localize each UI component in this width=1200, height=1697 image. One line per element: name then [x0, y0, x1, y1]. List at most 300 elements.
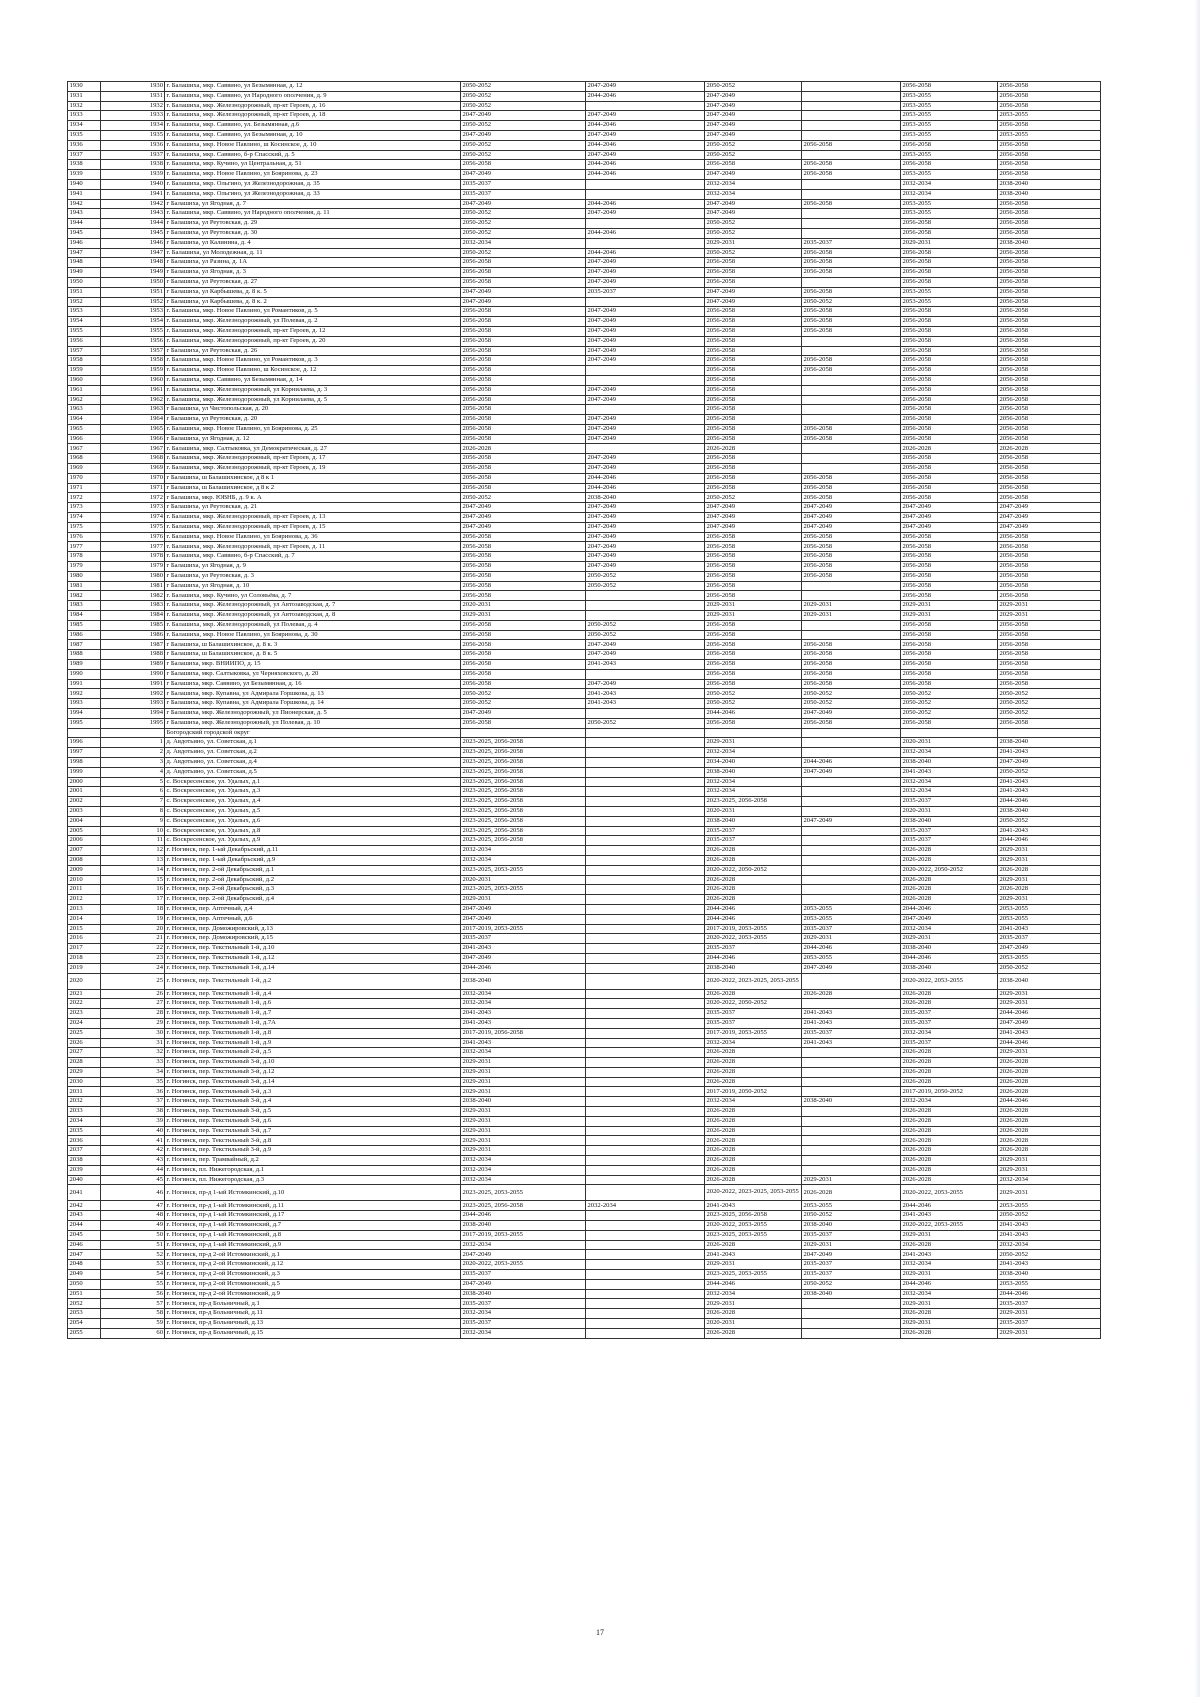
period-2-cell — [586, 914, 705, 924]
period-2-cell — [586, 601, 705, 611]
period-4-cell: 2050-2052 — [802, 1211, 901, 1221]
row-number-cell: 2039 — [68, 1165, 101, 1175]
period-4-cell: 2056-2058 — [802, 248, 901, 258]
address-cell: г. Балашиха, мкр. Железнодорожный, пр-кт Героев, д. 15 — [165, 522, 461, 532]
period-1-cell: 2056-2058 — [461, 317, 586, 327]
period-1-cell: 2041-2043 — [461, 1018, 586, 1028]
period-5-cell: 2056-2058 — [901, 405, 998, 415]
period-6-cell: 2047-2049 — [998, 1018, 1101, 1028]
period-2-cell — [586, 366, 705, 376]
local-number-cell: 1941 — [101, 189, 165, 199]
period-2-cell — [586, 1067, 705, 1077]
local-number-cell: 1977 — [101, 542, 165, 552]
period-5-cell: 2026-2028 — [901, 1240, 998, 1250]
period-3-cell: 2035-2037 — [705, 944, 802, 954]
period-5-cell: 2038-2040 — [901, 816, 998, 826]
period-6-cell: 2029-2031 — [998, 1185, 1101, 1201]
period-4-cell — [802, 1309, 901, 1319]
period-3-cell: 2017-2019, 2053-2055 — [705, 924, 802, 934]
period-5-cell: 2020-2022, 2050-2052 — [901, 865, 998, 875]
address-cell: г Балашиха, ул Ягодная, д. 9 — [165, 562, 461, 572]
period-4-cell — [802, 130, 901, 140]
row-number-cell: 1957 — [68, 346, 101, 356]
row-number-cell: 1960 — [68, 375, 101, 385]
local-number-cell: 1961 — [101, 385, 165, 395]
address-cell: г Балашиха, ул Реутовская, д. 20 — [165, 415, 461, 425]
period-5-cell: 2044-2046 — [901, 904, 998, 914]
period-1-cell: 2056-2058 — [461, 405, 586, 415]
period-1-cell: 2050-2052 — [461, 689, 586, 699]
period-2-cell — [586, 797, 705, 807]
table-row — [68, 1018, 1101, 1028]
period-1-cell: 2029-2031 — [461, 1067, 586, 1077]
period-5-cell: 2026-2028 — [901, 885, 998, 895]
table-row — [68, 885, 1101, 895]
address-cell: г Балашиха, ш Балашихинское, д. 8 к. 5 — [165, 650, 461, 660]
period-1-cell: 2047-2049 — [461, 130, 586, 140]
local-number-cell: 53 — [101, 1260, 165, 1270]
period-1-cell: 2035-2037 — [461, 1319, 586, 1329]
period-4-cell — [802, 738, 901, 748]
table-row — [68, 1185, 1101, 1201]
table-row — [68, 1201, 1101, 1211]
period-6-cell: 2056-2058 — [998, 101, 1101, 111]
table-row — [68, 522, 1101, 532]
period-6-cell: 2032-2034 — [998, 1175, 1101, 1185]
period-4-cell — [802, 1319, 901, 1329]
address-cell: г. Балашиха, мкр. Железнодорожный, ул Полевая, д. 2 — [165, 317, 461, 327]
row-number-cell: 2049 — [68, 1270, 101, 1280]
row-number-cell: 2000 — [68, 777, 101, 787]
local-number-cell: 26 — [101, 989, 165, 999]
period-3-cell: 2026-2028 — [705, 895, 802, 905]
period-5-cell: 2032-2034 — [901, 787, 998, 797]
period-2-cell — [586, 189, 705, 199]
table-row — [68, 718, 1101, 728]
period-6-cell: 2056-2058 — [998, 542, 1101, 552]
period-5-cell: 2056-2058 — [901, 140, 998, 150]
period-1-cell: 2056-2058 — [461, 326, 586, 336]
period-1-cell: 2023-2025, 2056-2058 — [461, 816, 586, 826]
table-row — [68, 248, 1101, 258]
address-cell: г. Балашиха, мкр. Железнодорожный, ул Корнилаева, д. 5 — [165, 395, 461, 405]
address-cell: г. Ногинск, пер. Текстильный 1-й, д.7А — [165, 1018, 461, 1028]
period-4-cell — [802, 1328, 901, 1338]
period-4-cell: 2050-2052 — [802, 689, 901, 699]
row-number-cell: 1994 — [68, 709, 101, 719]
address-cell: г. Ногинск, пр-д 1-ый Истомкинский, д.9 — [165, 1240, 461, 1250]
row-number-cell: 2015 — [68, 924, 101, 934]
table-row — [68, 209, 1101, 219]
period-5-cell: 2020-2022, 2053-2055 — [901, 973, 998, 989]
period-6-cell: 2056-2058 — [998, 336, 1101, 346]
row-number-cell: 1938 — [68, 160, 101, 170]
period-1-cell: 2029-2031 — [461, 611, 586, 621]
period-1-cell: 2056-2058 — [461, 630, 586, 640]
row-number-cell: 2027 — [68, 1048, 101, 1058]
row-number-cell: 1955 — [68, 326, 101, 336]
period-1-cell: 2056-2058 — [461, 640, 586, 650]
row-number-cell: 1988 — [68, 650, 101, 660]
period-1-cell: 2023-2025, 2053-2055 — [461, 1185, 586, 1201]
period-2-cell — [586, 865, 705, 875]
period-3-cell: 2056-2058 — [705, 571, 802, 581]
period-1-cell: 2023-2025, 2056-2058 — [461, 787, 586, 797]
local-number-cell: 52 — [101, 1250, 165, 1260]
address-cell: г. Балашиха, мкр. Железнодорожный, ул Автозаводская, д. 7 — [165, 601, 461, 611]
period-4-cell — [802, 228, 901, 238]
period-4-cell: 2041-2043 — [802, 1038, 901, 1048]
row-number-cell: 1952 — [68, 297, 101, 307]
period-2-cell: 2044-2046 — [586, 91, 705, 101]
row-number-cell: 1972 — [68, 493, 101, 503]
scan-edge-shadow — [1194, 0, 1200, 1697]
period-1-cell: 2032-2034 — [461, 1328, 586, 1338]
period-1-cell: 2056-2058 — [461, 532, 586, 542]
local-number-cell: 40 — [101, 1126, 165, 1136]
period-4-cell: 2056-2058 — [802, 562, 901, 572]
period-1-cell: 2017-2019, 2056-2058 — [461, 1028, 586, 1038]
local-number-cell: 1960 — [101, 375, 165, 385]
period-3-cell: 2020-2022, 2050-2052 — [705, 999, 802, 1009]
period-2-cell — [586, 1309, 705, 1319]
period-1-cell: 2056-2058 — [461, 307, 586, 317]
period-1-cell: 2026-2028 — [461, 444, 586, 454]
period-2-cell: 2047-2049 — [586, 503, 705, 513]
period-4-cell: 2050-2052 — [802, 1279, 901, 1289]
period-1-cell: 2050-2052 — [461, 248, 586, 258]
period-6-cell: 2038-2040 — [998, 189, 1101, 199]
address-cell: г. Балашиха, мкр. Кучино, ул Центральная, д. 51 — [165, 160, 461, 170]
address-cell: г. Ногинск, пер. 2-ой Декабрьский, д.2 — [165, 875, 461, 885]
period-1-cell: 2056-2058 — [461, 434, 586, 444]
period-6-cell: 2026-2028 — [998, 1077, 1101, 1087]
table-row — [68, 326, 1101, 336]
period-1-cell: 2047-2049 — [461, 522, 586, 532]
row-number-cell: 1934 — [68, 121, 101, 131]
local-number-cell: 12 — [101, 846, 165, 856]
period-5-cell: 2026-2028 — [901, 444, 998, 454]
period-4-cell: 2056-2058 — [802, 493, 901, 503]
table-row — [68, 82, 1101, 92]
local-number-cell: 27 — [101, 999, 165, 1009]
period-1-cell: 2050-2052 — [461, 91, 586, 101]
local-number-cell: 20 — [101, 924, 165, 934]
period-5-cell: 2047-2049 — [901, 522, 998, 532]
period-3-cell: 2026-2028 — [705, 1058, 802, 1068]
row-number-cell: 2053 — [68, 1309, 101, 1319]
row-number-cell: 2054 — [68, 1319, 101, 1329]
local-number-cell: 1930 — [101, 82, 165, 92]
local-number-cell: 11 — [101, 836, 165, 846]
row-number-cell: 2048 — [68, 1260, 101, 1270]
period-3-cell: 2056-2058 — [705, 160, 802, 170]
table-row — [68, 179, 1101, 189]
period-3-cell: 2047-2049 — [705, 209, 802, 219]
row-number-cell: 1962 — [68, 395, 101, 405]
period-3-cell: 2056-2058 — [705, 346, 802, 356]
address-cell: г Балашиха, ул Карбышева, д. 8 к. 2 — [165, 297, 461, 307]
local-number-cell: 23 — [101, 953, 165, 963]
local-number-cell: 4 — [101, 767, 165, 777]
table-row — [68, 336, 1101, 346]
period-1-cell: 2047-2049 — [461, 111, 586, 121]
address-cell: г. Балашиха, мкр. Саввино, ул Безымянная, д. 10 — [165, 130, 461, 140]
period-1-cell: 2029-2031 — [461, 1146, 586, 1156]
period-2-cell: 2044-2046 — [586, 160, 705, 170]
period-3-cell: 2056-2058 — [705, 483, 802, 493]
period-4-cell: 2056-2058 — [802, 326, 901, 336]
period-3-cell: 2020-2022, 2023-2025, 2053-2055 — [705, 973, 802, 989]
period-5-cell: 2026-2028 — [901, 1156, 998, 1166]
table-row — [68, 846, 1101, 856]
address-cell: г. Ногинск, пер. Текстильный 3-й, д.3 — [165, 1087, 461, 1097]
local-number-cell: 1984 — [101, 611, 165, 621]
period-6-cell: 2041-2043 — [998, 1230, 1101, 1240]
row-number-cell: 2033 — [68, 1107, 101, 1117]
table-row — [68, 787, 1101, 797]
period-1-cell: 2056-2058 — [461, 395, 586, 405]
period-6-cell: 2026-2028 — [998, 1058, 1101, 1068]
table-row — [68, 1260, 1101, 1270]
row-number-cell: 1935 — [68, 130, 101, 140]
period-3-cell: 2056-2058 — [705, 640, 802, 650]
period-1-cell: 2023-2025, 2056-2058 — [461, 1201, 586, 1211]
table-row — [68, 1038, 1101, 1048]
row-number-cell: 1958 — [68, 356, 101, 366]
period-3-cell: 2047-2049 — [705, 170, 802, 180]
table-row — [68, 121, 1101, 131]
period-1-cell: 2056-2058 — [461, 336, 586, 346]
row-number-cell: 1961 — [68, 385, 101, 395]
row-number-cell: 2024 — [68, 1018, 101, 1028]
row-number-cell: 2034 — [68, 1116, 101, 1126]
row-number-cell: 1943 — [68, 209, 101, 219]
address-cell: г Балашиха, ул Реутовская, д. 3 — [165, 571, 461, 581]
period-1-cell: 2047-2049 — [461, 914, 586, 924]
local-number-cell: 1958 — [101, 356, 165, 366]
period-6-cell: 2032-2034 — [998, 1240, 1101, 1250]
period-1-cell: 2032-2034 — [461, 238, 586, 248]
period-4-cell: 2056-2058 — [802, 718, 901, 728]
period-1-cell: 2020-2022, 2053-2055 — [461, 1260, 586, 1270]
address-cell: г Балашиха, ул Реутовская, д. 30 — [165, 228, 461, 238]
local-number-cell: 1934 — [101, 121, 165, 131]
period-6-cell: 2056-2058 — [998, 366, 1101, 376]
period-6-cell: 2056-2058 — [998, 591, 1101, 601]
period-2-cell — [586, 748, 705, 758]
period-4-cell — [802, 1136, 901, 1146]
period-6-cell: 2056-2058 — [998, 562, 1101, 572]
period-2-cell — [586, 444, 705, 454]
period-2-cell: 2047-2049 — [586, 434, 705, 444]
period-6-cell: 2050-2052 — [998, 963, 1101, 973]
address-cell: г. Ногинск, пер. Текстильный 1-й, д.8 — [165, 1028, 461, 1038]
address-cell: г Балашиха, ул Карбышева, д. 8 к. 5 — [165, 287, 461, 297]
period-6-cell: 2056-2058 — [998, 150, 1101, 160]
period-6-cell: 2056-2058 — [998, 630, 1101, 640]
period-2-cell — [586, 767, 705, 777]
period-3-cell: 2034-2040 — [705, 757, 802, 767]
period-2-cell: 2044-2046 — [586, 228, 705, 238]
row-number-cell: 2032 — [68, 1097, 101, 1107]
local-number-cell: 1933 — [101, 111, 165, 121]
period-2-cell: 2047-2049 — [586, 454, 705, 464]
period-6-cell: 2026-2028 — [998, 1087, 1101, 1097]
table-row — [68, 1116, 1101, 1126]
period-1-cell: 2032-2034 — [461, 1309, 586, 1319]
period-3-cell: 2047-2049 — [705, 91, 802, 101]
period-1-cell: 2056-2058 — [461, 277, 586, 287]
table-row — [68, 130, 1101, 140]
address-cell: г. Балашиха, мкр. Железнодорожный, ул Корнилаева, д. 3 — [165, 385, 461, 395]
row-number-cell: 1940 — [68, 179, 101, 189]
table-row — [68, 826, 1101, 836]
local-number-cell: 1988 — [101, 650, 165, 660]
period-3-cell: 2023-2025, 2053-2055 — [705, 1270, 802, 1280]
row-number-cell: 2026 — [68, 1038, 101, 1048]
period-2-cell: 2044-2046 — [586, 170, 705, 180]
table-row — [68, 895, 1101, 905]
period-3-cell: 2029-2031 — [705, 1260, 802, 1270]
period-6-cell: 2044-2046 — [998, 836, 1101, 846]
period-1-cell: 2044-2046 — [461, 963, 586, 973]
period-1-cell: 2056-2058 — [461, 552, 586, 562]
period-1-cell: 2029-2031 — [461, 1107, 586, 1117]
address-cell: г Балашиха, ул Реутовская, д. 21 — [165, 503, 461, 513]
period-4-cell — [802, 444, 901, 454]
row-number-cell: 1930 — [68, 82, 101, 92]
period-1-cell: 2023-2025, 2053-2055 — [461, 865, 586, 875]
period-6-cell: 2053-2055 — [998, 904, 1101, 914]
period-6-cell: 2047-2049 — [998, 503, 1101, 513]
period-5-cell: 2053-2055 — [901, 297, 998, 307]
row-number-cell: 1968 — [68, 454, 101, 464]
period-6-cell: 2026-2028 — [998, 1116, 1101, 1126]
local-number-cell: 1980 — [101, 571, 165, 581]
period-4-cell: 2056-2058 — [802, 434, 901, 444]
table-row — [68, 999, 1101, 1009]
table-row — [68, 963, 1101, 973]
period-2-cell: 2044-2046 — [586, 140, 705, 150]
local-number-cell: 39 — [101, 1116, 165, 1126]
address-cell: д. Авдотьино, ул. Советская, д.1 — [165, 738, 461, 748]
period-3-cell: 2035-2037 — [705, 836, 802, 846]
period-5-cell: 2044-2046 — [901, 1279, 998, 1289]
period-3-cell: 2050-2052 — [705, 689, 802, 699]
period-6-cell: 2035-2037 — [998, 934, 1101, 944]
period-5-cell: 2056-2058 — [901, 581, 998, 591]
address-cell: г. Ногинск, пр-д Больничный, д.13 — [165, 1319, 461, 1329]
address-cell: г Балашиха, ш Балашихинское, д. 8 к. 3 — [165, 640, 461, 650]
period-1-cell: 2056-2058 — [461, 454, 586, 464]
period-4-cell — [802, 1165, 901, 1175]
period-5-cell: 2026-2028 — [901, 875, 998, 885]
address-cell: г Балашиха, ул Чистопольская, д. 20 — [165, 405, 461, 415]
row-number-cell: 2017 — [68, 944, 101, 954]
period-5-cell: 2056-2058 — [901, 669, 998, 679]
period-3-cell: 2026-2028 — [705, 1077, 802, 1087]
table-row — [68, 562, 1101, 572]
period-2-cell — [586, 806, 705, 816]
period-2-cell — [586, 1058, 705, 1068]
row-number-cell: 2007 — [68, 846, 101, 856]
period-5-cell: 2017-2019, 2050-2052 — [901, 1087, 998, 1097]
period-6-cell: 2041-2043 — [998, 787, 1101, 797]
period-3-cell: 2047-2049 — [705, 111, 802, 121]
period-1-cell: 2047-2049 — [461, 199, 586, 209]
row-number-cell: 2023 — [68, 1009, 101, 1019]
row-number-cell: 1950 — [68, 277, 101, 287]
local-number-cell: 32 — [101, 1048, 165, 1058]
period-6-cell: 2053-2055 — [998, 1201, 1101, 1211]
period-4-cell — [802, 1067, 901, 1077]
period-6-cell: 2041-2043 — [998, 1260, 1101, 1270]
period-5-cell: 2032-2034 — [901, 189, 998, 199]
period-6-cell: 2056-2058 — [998, 718, 1101, 728]
table-row — [68, 767, 1101, 777]
period-2-cell — [586, 777, 705, 787]
period-5-cell: 2035-2037 — [901, 1009, 998, 1019]
period-5-cell: 2026-2028 — [901, 846, 998, 856]
period-1-cell: 2050-2052 — [461, 82, 586, 92]
period-4-cell: 2056-2058 — [802, 287, 901, 297]
table-row — [68, 375, 1101, 385]
address-cell: г. Ногинск, пр-д 1-ый Истомкинский, д.11 — [165, 1201, 461, 1211]
period-2-cell: 2047-2049 — [586, 464, 705, 474]
period-2-cell — [586, 1018, 705, 1028]
period-2-cell — [586, 591, 705, 601]
period-5-cell: 2056-2058 — [901, 160, 998, 170]
local-number-cell: 56 — [101, 1289, 165, 1299]
table-row — [68, 669, 1101, 679]
address-cell: г. Ногинск, пер. Трамвайный, д.2 — [165, 1156, 461, 1166]
address-cell: г Балашиха, мкр. Железнодорожный, ул Полевая, д. 10 — [165, 718, 461, 728]
local-number-cell: 1946 — [101, 238, 165, 248]
period-4-cell — [802, 150, 901, 160]
local-number-cell: 34 — [101, 1067, 165, 1077]
address-cell: г. Ногинск, пер. 2-ой Декабрьский, д.1 — [165, 865, 461, 875]
local-number-cell: 1979 — [101, 562, 165, 572]
period-1-cell: 2047-2049 — [461, 904, 586, 914]
period-2-cell: 2047-2049 — [586, 209, 705, 219]
period-5-cell: 2026-2028 — [901, 1107, 998, 1117]
period-4-cell: 2056-2058 — [802, 160, 901, 170]
period-3-cell: 2050-2052 — [705, 150, 802, 160]
local-number-cell: 1939 — [101, 170, 165, 180]
period-3-cell: 2032-2034 — [705, 179, 802, 189]
period-5-cell: 2044-2046 — [901, 953, 998, 963]
row-number-cell: 2055 — [68, 1328, 101, 1338]
period-2-cell: 2047-2049 — [586, 268, 705, 278]
table-row — [68, 424, 1101, 434]
table-row — [68, 1048, 1101, 1058]
period-2-cell: 2050-2052 — [586, 718, 705, 728]
period-4-cell: 2044-2046 — [802, 944, 901, 954]
local-number-cell: 1956 — [101, 336, 165, 346]
period-2-cell: 2047-2049 — [586, 552, 705, 562]
address-cell: г. Балашиха, мкр. Железнодорожный, пр-кт Героев, д. 17 — [165, 454, 461, 464]
period-1-cell: 2047-2049 — [461, 513, 586, 523]
period-4-cell: 2035-2037 — [802, 1270, 901, 1280]
period-4-cell: 2056-2058 — [802, 356, 901, 366]
period-5-cell: 2056-2058 — [901, 660, 998, 670]
period-4-cell — [802, 219, 901, 229]
table-row — [68, 503, 1101, 513]
period-2-cell — [586, 1097, 705, 1107]
period-3-cell: 2026-2028 — [705, 1175, 802, 1185]
period-2-cell: 2047-2049 — [586, 542, 705, 552]
